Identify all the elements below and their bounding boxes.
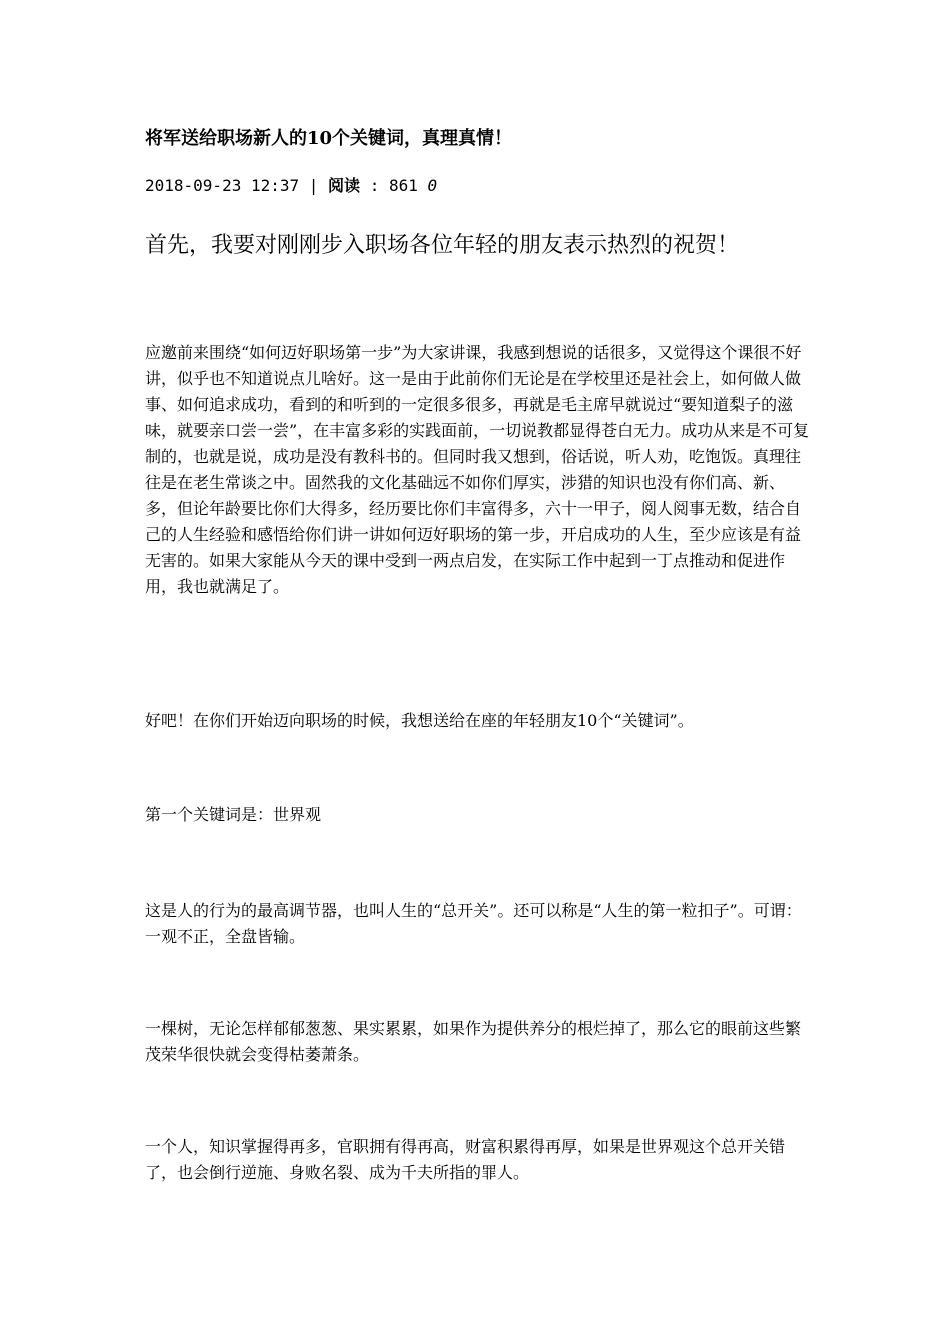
paragraph-intro: 应邀前来围绕“如何迈好职场第一步”为大家讲课，我感到想说的话很多，又觉得这个课很不好讲，似乎也不知道说点儿啥好。这一是由于此前你们无论是在学校里还是社会上，如何做人做事、如何追求成功，看到的和听到的一定很多很多，再就是毛主席早就说过“要知道梨子的滋味，就要亲口尝一尝”，在丰富多彩的实践面前，一切说教都显得苍白无力。成功从来是不可复制的，也就是说，成功是没有教科书的。但同时我又想到，俗话说，听人劝，吃饱饭。真理往往是在老生常谈之中。固然我的文化基础远不如你们厚实，涉猎的知识也没有你们高、新、多，但论年龄要比你们大得多，经历要比你们丰富得多，六十一甲子，阅人阅事无数，结合自己的人生经验和感悟给你们讲一讲如何迈好职场的第一步，开启成功的人生，至少应该是有益无害的。如果大家能从今天的课中受到一两点启发，在实际工作中起到一丁点推动和促进作用，我也就满足了。 bbox=[145, 343, 810, 596]
paragraph-keywords-intro: 好吧！在你们开始迈向职场的时候，我想送给在座的年轻朋友10个“关键词”。 bbox=[145, 711, 694, 730]
read-separator: : bbox=[369, 176, 380, 195]
publish-date: 2018-09-23 12:37 bbox=[145, 176, 300, 195]
meta-separator: | bbox=[308, 176, 319, 195]
article-meta bbox=[145, 174, 437, 198]
article-lead: 首先，我要对刚刚步入职场各位年轻的朋友表示热烈的祝贺！ bbox=[145, 233, 740, 258]
paragraph-tree: 一棵树，无论怎样郁郁葱葱、果实累累，如果作为提供养分的根烂掉了，那么它的眼前这些繁茂荣华很快就会变得枯萎萧条。 bbox=[145, 1019, 802, 1064]
article-title: 将军送给职场新人的10个关键词，真理真情！ bbox=[145, 128, 513, 149]
meta-extra: 0 bbox=[427, 176, 438, 195]
paragraph-person: 一个人，知识掌握得再多，官职拥有得再高，财富积累得再厚，如果是世界观这个总开关错了，也会倒行逆施、身败名裂、成为千夫所指的罪人。 bbox=[145, 1137, 786, 1182]
read-count: 861 bbox=[388, 176, 418, 195]
paragraph-worldview: 这是人的行为的最高调节器，也叫人生的“总开关”。还可以称是“人生的第一粒扣子”。可谓：一观不正，全盘皆输。 bbox=[145, 901, 802, 946]
read-label: 阅读 bbox=[328, 176, 361, 195]
paragraph-keyword-heading: 第一个关键词是：世界观 bbox=[145, 805, 322, 824]
